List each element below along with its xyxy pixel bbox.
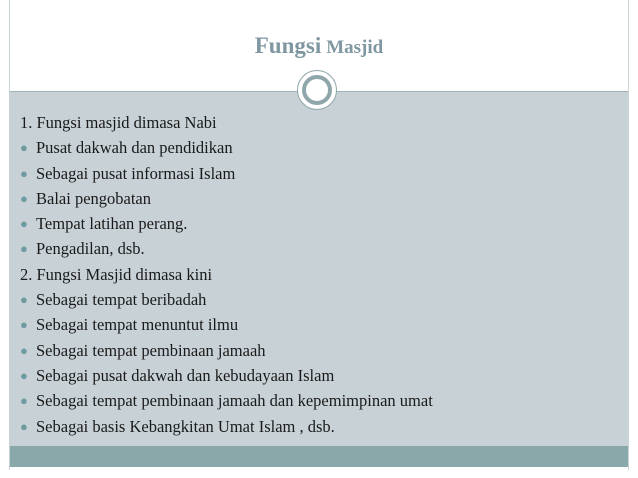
bullet-item	[20, 287, 433, 312]
item-text: Pengadilan, dsb.	[36, 239, 145, 259]
section-heading	[20, 110, 433, 135]
circle-ornament	[297, 70, 337, 110]
item-text: Pusat dakwah dan pendidikan	[36, 138, 233, 158]
title-main: Fungsi	[254, 33, 322, 58]
bullet-icon: ●	[20, 317, 28, 333]
bullet-icon: ●	[20, 190, 28, 206]
bullet-icon: ●	[20, 140, 28, 156]
bullet-icon: ●	[20, 393, 28, 409]
bullet-item	[20, 236, 433, 261]
circle-ring	[302, 75, 332, 105]
content-list	[20, 110, 433, 439]
item-text: 1. Fungsi masjid dimasa Nabi	[20, 113, 217, 132]
bullet-item	[20, 414, 433, 439]
item-text: Tempat latihan perang.	[36, 214, 188, 234]
bullet-item	[20, 363, 433, 388]
bullet-icon: ●	[20, 367, 28, 383]
bullet-item	[20, 338, 433, 363]
bullet-item	[20, 388, 433, 413]
bullet-icon: ●	[20, 216, 28, 232]
item-text: Sebagai tempat menuntut ilmu	[36, 315, 239, 335]
bullet-icon: ●	[20, 292, 28, 308]
item-text: Sebagai tempat pembinaan jamaah dan kepemimpinan umat	[36, 391, 433, 411]
item-text: Sebagai pusat dakwah dan kebudayaan Islam	[36, 365, 335, 385]
item-text: 2. Fungsi Masjid dimasa kini	[20, 264, 213, 284]
item-text: Balai pengobatan	[36, 188, 152, 208]
title-sub: Masjid	[326, 37, 384, 58]
bullet-item	[20, 135, 433, 160]
bullet-icon: ●	[20, 241, 28, 257]
bullet-item	[20, 186, 433, 211]
bullet-item	[20, 211, 433, 236]
item-text: Sebagai tempat pembinaan jamaah	[36, 340, 266, 360]
slide-title	[10, 33, 628, 59]
bullet-item	[20, 161, 433, 186]
bullet-item	[20, 312, 433, 337]
bullet-icon: ●	[20, 342, 28, 358]
item-text: Sebagai basis Kebangkitan Umat Islam , dsb.	[36, 416, 335, 436]
bullet-icon: ●	[20, 418, 28, 434]
footer-bar	[10, 446, 628, 467]
item-text: Sebagai tempat beribadah	[36, 290, 207, 310]
item-text: Sebagai pusat informasi Islam	[36, 163, 236, 183]
section-heading	[20, 262, 433, 287]
bullet-icon: ●	[20, 165, 28, 181]
